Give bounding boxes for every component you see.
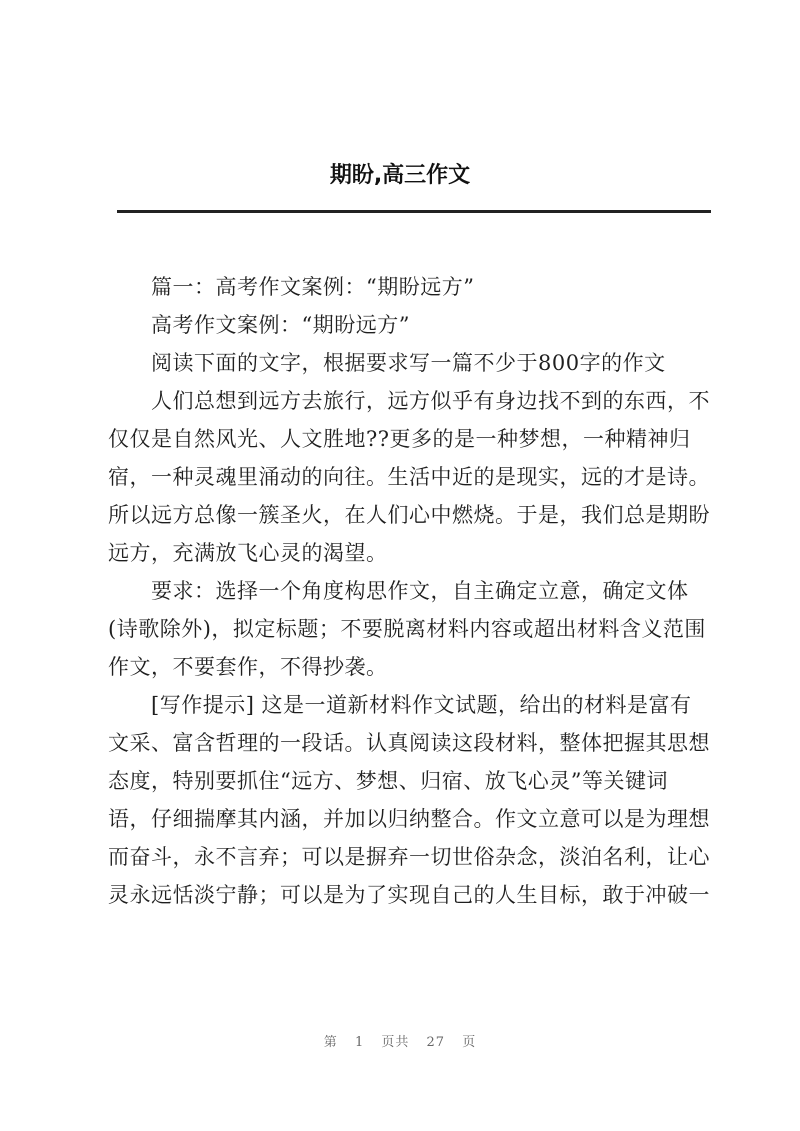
total-pages: 27 — [426, 1035, 446, 1050]
paragraph-line: 远方，充满放飞心灵的渴望。 — [108, 541, 388, 565]
page-number: 1 — [354, 1035, 365, 1050]
document-title: 期盼,高三作文 — [329, 163, 471, 188]
paragraph-line: 作文，不要套作，不得抄袭。 — [108, 655, 388, 679]
paragraph-line: 高考作文案例：“期盼远方” — [151, 313, 410, 337]
paragraph-line: (诗歌除外)，拟定标题；不要脱离材料内容或超出材料含义范围 — [108, 617, 706, 641]
paragraph-line: 灵永远恬淡宁静；可以是为了实现自己的人生目标，敢于冲破一 — [108, 883, 710, 907]
document-body — [108, 268, 712, 914]
paragraph-line: 文采、富含哲理的一段话。认真阅读这段材料，整体把握其思想 — [108, 731, 710, 755]
paragraph-line: 要求：选择一个角度构思作文，自主确定立意，确定文体 — [151, 579, 689, 603]
paragraph-line: 人们总想到远方去旅行，远方似乎有身边找不到的东西，不 — [151, 389, 710, 413]
paragraph-line: 篇一：高考作文案例：“期盼远方” — [151, 275, 475, 299]
paragraph-line: 所以远方总像一簇圣火，在人们心中燃烧。于是，我们总是期盼 — [108, 503, 710, 527]
paragraph-line: 仅仅是自然风光、人文胜地??更多的是一种梦想，一种精神归 — [108, 427, 691, 451]
paragraph-line: 宿，一种灵魂里涌动的向往。生活中近的是现实，远的才是诗。 — [108, 465, 710, 489]
paragraph-line: [写作提示] 这是一道新材料作文试题，给出的材料是富有 — [151, 693, 692, 717]
paragraph-line: 语，仔细揣摩其内涵，并加以归纳整合。作文立意可以是为理想 — [108, 807, 710, 831]
page-label-suffix: 页 — [462, 1035, 477, 1050]
paragraph-line: 阅读下面的文字，根据要求写一篇不少于800字的作文 — [151, 351, 666, 375]
page-label-prefix: 第 — [323, 1035, 338, 1050]
title-divider — [117, 210, 711, 213]
paragraph-line: 而奋斗，永不言弃；可以是摒弃一切世俗杂念，淡泊名利，让心 — [108, 845, 710, 869]
paragraph-line: 态度，特别要抓住“远方、梦想、归宿、放飞心灵”等关键词 — [108, 769, 668, 793]
page-footer — [0, 1031, 800, 1050]
page-label-mid: 页共 — [381, 1035, 410, 1050]
